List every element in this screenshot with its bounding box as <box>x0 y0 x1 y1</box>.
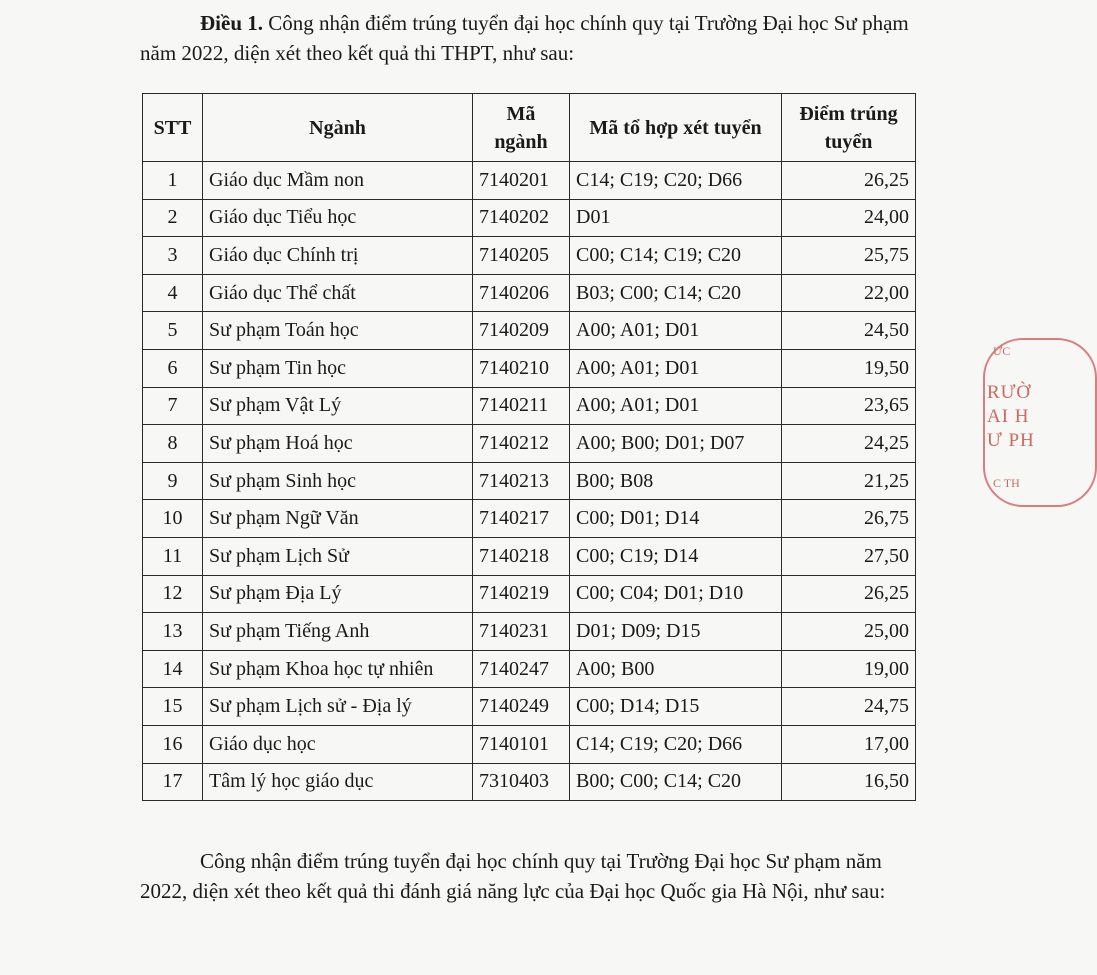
cell-stt: 17 <box>143 763 203 801</box>
admission-scores-table <box>142 93 916 801</box>
table-row <box>143 387 916 425</box>
header-diem-line2: tuyển <box>824 130 873 153</box>
cell-nganh: Giáo dục Mầm non <box>203 162 473 200</box>
cell-diem: 24,25 <box>782 425 916 463</box>
outro-paragraph <box>140 846 920 906</box>
article-label: Điều 1. <box>200 11 263 35</box>
cell-nganh: Sư phạm Vật Lý <box>203 387 473 425</box>
cell-stt: 8 <box>143 425 203 463</box>
table-row <box>143 575 916 613</box>
cell-to-hop: A00; B00 <box>570 650 782 688</box>
cell-nganh: Sư phạm Địa Lý <box>203 575 473 613</box>
header-nganh: Ngành <box>203 94 473 162</box>
cell-ma-nganh: 7140212 <box>473 425 570 463</box>
cell-diem: 19,50 <box>782 349 916 387</box>
cell-stt: 6 <box>143 349 203 387</box>
table-row <box>143 650 916 688</box>
cell-diem: 25,75 <box>782 237 916 275</box>
cell-stt: 11 <box>143 537 203 575</box>
cell-stt: 5 <box>143 312 203 350</box>
cell-to-hop: C00; C14; C19; C20 <box>570 237 782 275</box>
cell-nganh: Sư phạm Khoa học tự nhiên <box>203 650 473 688</box>
cell-ma-nganh: 7140210 <box>473 349 570 387</box>
seal-text-3: AI H <box>987 406 1030 427</box>
cell-stt: 10 <box>143 500 203 538</box>
cell-diem: 24,00 <box>782 199 916 237</box>
cell-nganh: Sư phạm Ngữ Văn <box>203 500 473 538</box>
cell-ma-nganh: 7140213 <box>473 462 570 500</box>
cell-to-hop: B00; C00; C14; C20 <box>570 763 782 801</box>
cell-to-hop: C00; C04; D01; D10 <box>570 575 782 613</box>
cell-ma-nganh: 7140209 <box>473 312 570 350</box>
table-header-row <box>143 94 916 162</box>
cell-ma-nganh: 7140206 <box>473 274 570 312</box>
cell-diem: 23,65 <box>782 387 916 425</box>
outro-text: Công nhận điểm trúng tuyển đại học chính quy tại Trường Đại học Sư phạm năm 2022, diện xét theo kết quả thi đánh giá năng lực của Đại học Quốc gia Hà Nội, như sau: <box>140 849 886 903</box>
header-to-hop: Mã tổ hợp xét tuyển <box>570 94 782 162</box>
table-row <box>143 274 916 312</box>
table-row <box>143 537 916 575</box>
cell-stt: 15 <box>143 688 203 726</box>
cell-nganh: Sư phạm Lịch sử - Địa lý <box>203 688 473 726</box>
cell-nganh: Tâm lý học giáo dục <box>203 763 473 801</box>
header-ma-nganh-line1: Mã <box>506 102 536 125</box>
cell-nganh: Giáo dục Thể chất <box>203 274 473 312</box>
seal-text-5: C TH <box>993 476 1020 490</box>
header-ma-nganh-line2: ngành <box>494 130 548 153</box>
table-row <box>143 725 916 763</box>
cell-to-hop: A00; A01; D01 <box>570 312 782 350</box>
cell-to-hop: A00; B00; D01; D07 <box>570 425 782 463</box>
table-row <box>143 349 916 387</box>
cell-ma-nganh: 7140202 <box>473 199 570 237</box>
cell-to-hop: C14; C19; C20; D66 <box>570 725 782 763</box>
cell-ma-nganh: 7140218 <box>473 537 570 575</box>
cell-stt: 14 <box>143 650 203 688</box>
table-row <box>143 613 916 651</box>
red-seal-stamp <box>965 330 1035 510</box>
cell-ma-nganh: 7140219 <box>473 575 570 613</box>
cell-diem: 26,75 <box>782 500 916 538</box>
cell-diem: 27,50 <box>782 537 916 575</box>
cell-ma-nganh: 7140231 <box>473 613 570 651</box>
cell-nganh: Sư phạm Toán học <box>203 312 473 350</box>
table-row <box>143 237 916 275</box>
table-row <box>143 162 916 200</box>
cell-to-hop: A00; A01; D01 <box>570 349 782 387</box>
cell-stt: 9 <box>143 462 203 500</box>
cell-ma-nganh: 7140205 <box>473 237 570 275</box>
cell-nganh: Giáo dục Tiểu học <box>203 199 473 237</box>
cell-diem: 25,00 <box>782 613 916 651</box>
cell-stt: 13 <box>143 613 203 651</box>
intro-paragraph <box>140 8 920 68</box>
cell-to-hop: D01; D09; D15 <box>570 613 782 651</box>
table-row <box>143 312 916 350</box>
cell-ma-nganh: 7140201 <box>473 162 570 200</box>
cell-diem: 24,75 <box>782 688 916 726</box>
table-row <box>143 425 916 463</box>
cell-nganh: Sư phạm Sinh học <box>203 462 473 500</box>
cell-stt: 3 <box>143 237 203 275</box>
cell-ma-nganh: 7140211 <box>473 387 570 425</box>
header-stt: STT <box>143 94 203 162</box>
cell-stt: 2 <box>143 199 203 237</box>
cell-nganh: Sư phạm Hoá học <box>203 425 473 463</box>
seal-text-1: ƯC <box>993 344 1011 358</box>
cell-ma-nganh: 7140101 <box>473 725 570 763</box>
cell-stt: 1 <box>143 162 203 200</box>
cell-diem: 26,25 <box>782 162 916 200</box>
cell-diem: 19,00 <box>782 650 916 688</box>
header-diem <box>782 94 916 162</box>
seal-text-2: RƯỜ <box>987 382 1032 403</box>
cell-diem: 17,00 <box>782 725 916 763</box>
cell-to-hop: D01 <box>570 199 782 237</box>
cell-stt: 12 <box>143 575 203 613</box>
cell-to-hop: B03; C00; C14; C20 <box>570 274 782 312</box>
cell-nganh: Sư phạm Lịch Sử <box>203 537 473 575</box>
cell-stt: 16 <box>143 725 203 763</box>
cell-diem: 26,25 <box>782 575 916 613</box>
table-body <box>143 162 916 801</box>
cell-to-hop: A00; A01; D01 <box>570 387 782 425</box>
cell-nganh: Sư phạm Tin học <box>203 349 473 387</box>
cell-ma-nganh: 7140217 <box>473 500 570 538</box>
table-row <box>143 462 916 500</box>
cell-nganh: Sư phạm Tiếng Anh <box>203 613 473 651</box>
table-row <box>143 763 916 801</box>
header-ma-nganh <box>473 94 570 162</box>
cell-nganh: Giáo dục Chính trị <box>203 237 473 275</box>
cell-diem: 16,50 <box>782 763 916 801</box>
table-row <box>143 688 916 726</box>
cell-ma-nganh: 7140249 <box>473 688 570 726</box>
cell-stt: 7 <box>143 387 203 425</box>
seal-text-4: Ư PH <box>987 430 1035 451</box>
cell-to-hop: B00; B08 <box>570 462 782 500</box>
cell-diem: 22,00 <box>782 274 916 312</box>
intro-text: Công nhận điểm trúng tuyển đại học chính quy tại Trường Đại học Sư phạm năm 2022, diện xét theo kết quả thi THPT, như sau: <box>140 11 909 65</box>
cell-to-hop: C00; D01; D14 <box>570 500 782 538</box>
cell-diem: 21,25 <box>782 462 916 500</box>
table-row <box>143 500 916 538</box>
cell-to-hop: C00; D14; D15 <box>570 688 782 726</box>
header-diem-line1: Điểm trúng <box>799 102 898 125</box>
cell-stt: 4 <box>143 274 203 312</box>
cell-ma-nganh: 7310403 <box>473 763 570 801</box>
cell-to-hop: C14; C19; C20; D66 <box>570 162 782 200</box>
cell-diem: 24,50 <box>782 312 916 350</box>
table-row <box>143 199 916 237</box>
cell-nganh: Giáo dục học <box>203 725 473 763</box>
cell-ma-nganh: 7140247 <box>473 650 570 688</box>
cell-to-hop: C00; C19; D14 <box>570 537 782 575</box>
